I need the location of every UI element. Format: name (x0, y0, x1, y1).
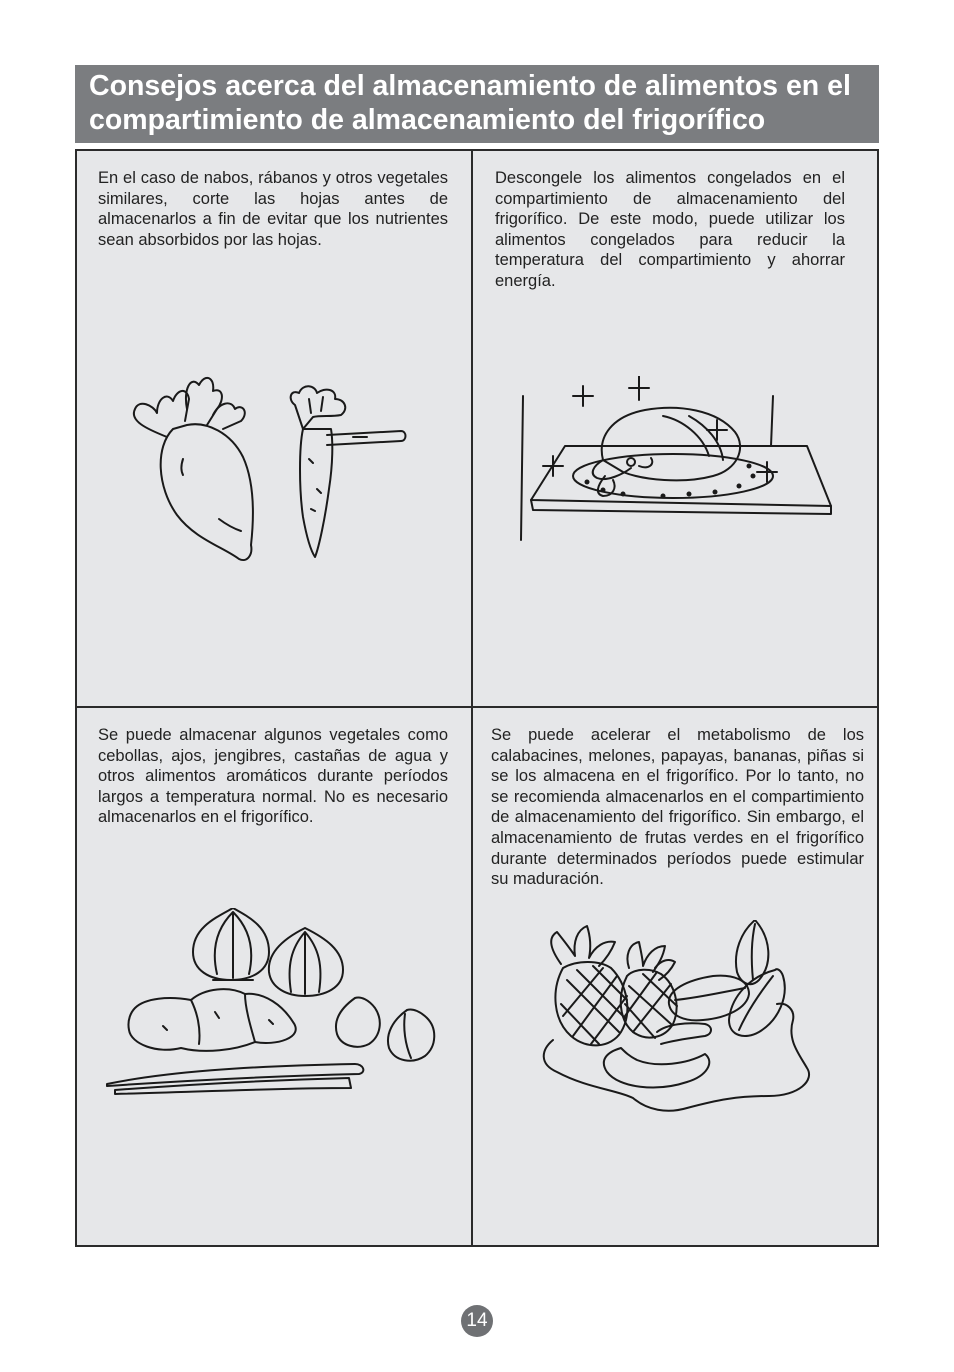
tip-turnips (77, 151, 473, 708)
tip-text: Se puede almacenar algunos vegetales como cebollas, ajos, jengibres, castañas de agua y otros alimentos aromáticos durante períodos largos a temperatura normal. No es necesario almacenarlos en el frigorífico. (98, 726, 448, 827)
tip-defrost (473, 151, 877, 708)
tips-grid (75, 149, 879, 1247)
tip-text: En el caso de nabos, rábanos y otros vegetales similares, corte las hojas antes de almacenarlos a fin de evitar que los nutrientes sean absorbidos por las hojas. (98, 169, 448, 249)
turnip-radish-icon (127, 369, 427, 569)
title-bar (75, 65, 879, 143)
onions-garlic-ginger-icon (105, 908, 445, 1098)
page-title: Consejos acerca del almacenamiento de alimentos en el compartimiento de almacenamiento del frigorífico (89, 70, 851, 136)
page-number: 14 (461, 1305, 493, 1337)
tip-tropical-fruits (473, 708, 877, 1245)
tip-text: Descongele los alimentos congelados en el compartimiento de almacenamiento del frigorífico. De este modo, puede utilizar los alimentos congelados para reducir la temperatura del compartimiento y ahorrar energía. (495, 169, 845, 290)
tip-text: Se puede acelerar el metabolismo de los calabacines, melones, papayas, bananas, piñas si se los almacena en el frigorífico. Por lo tanto, no se recomienda almacenarlos en el compartimiento de almacenamiento del frigorífico. Sin embargo, el almacenamiento de frutas verdes en el frigorífico durante determinados períodos puede estimular su maduración. (491, 726, 864, 889)
frozen-chicken-icon (513, 376, 843, 546)
tip-aromatics (77, 708, 473, 1245)
tropical-fruits-icon (537, 920, 817, 1120)
